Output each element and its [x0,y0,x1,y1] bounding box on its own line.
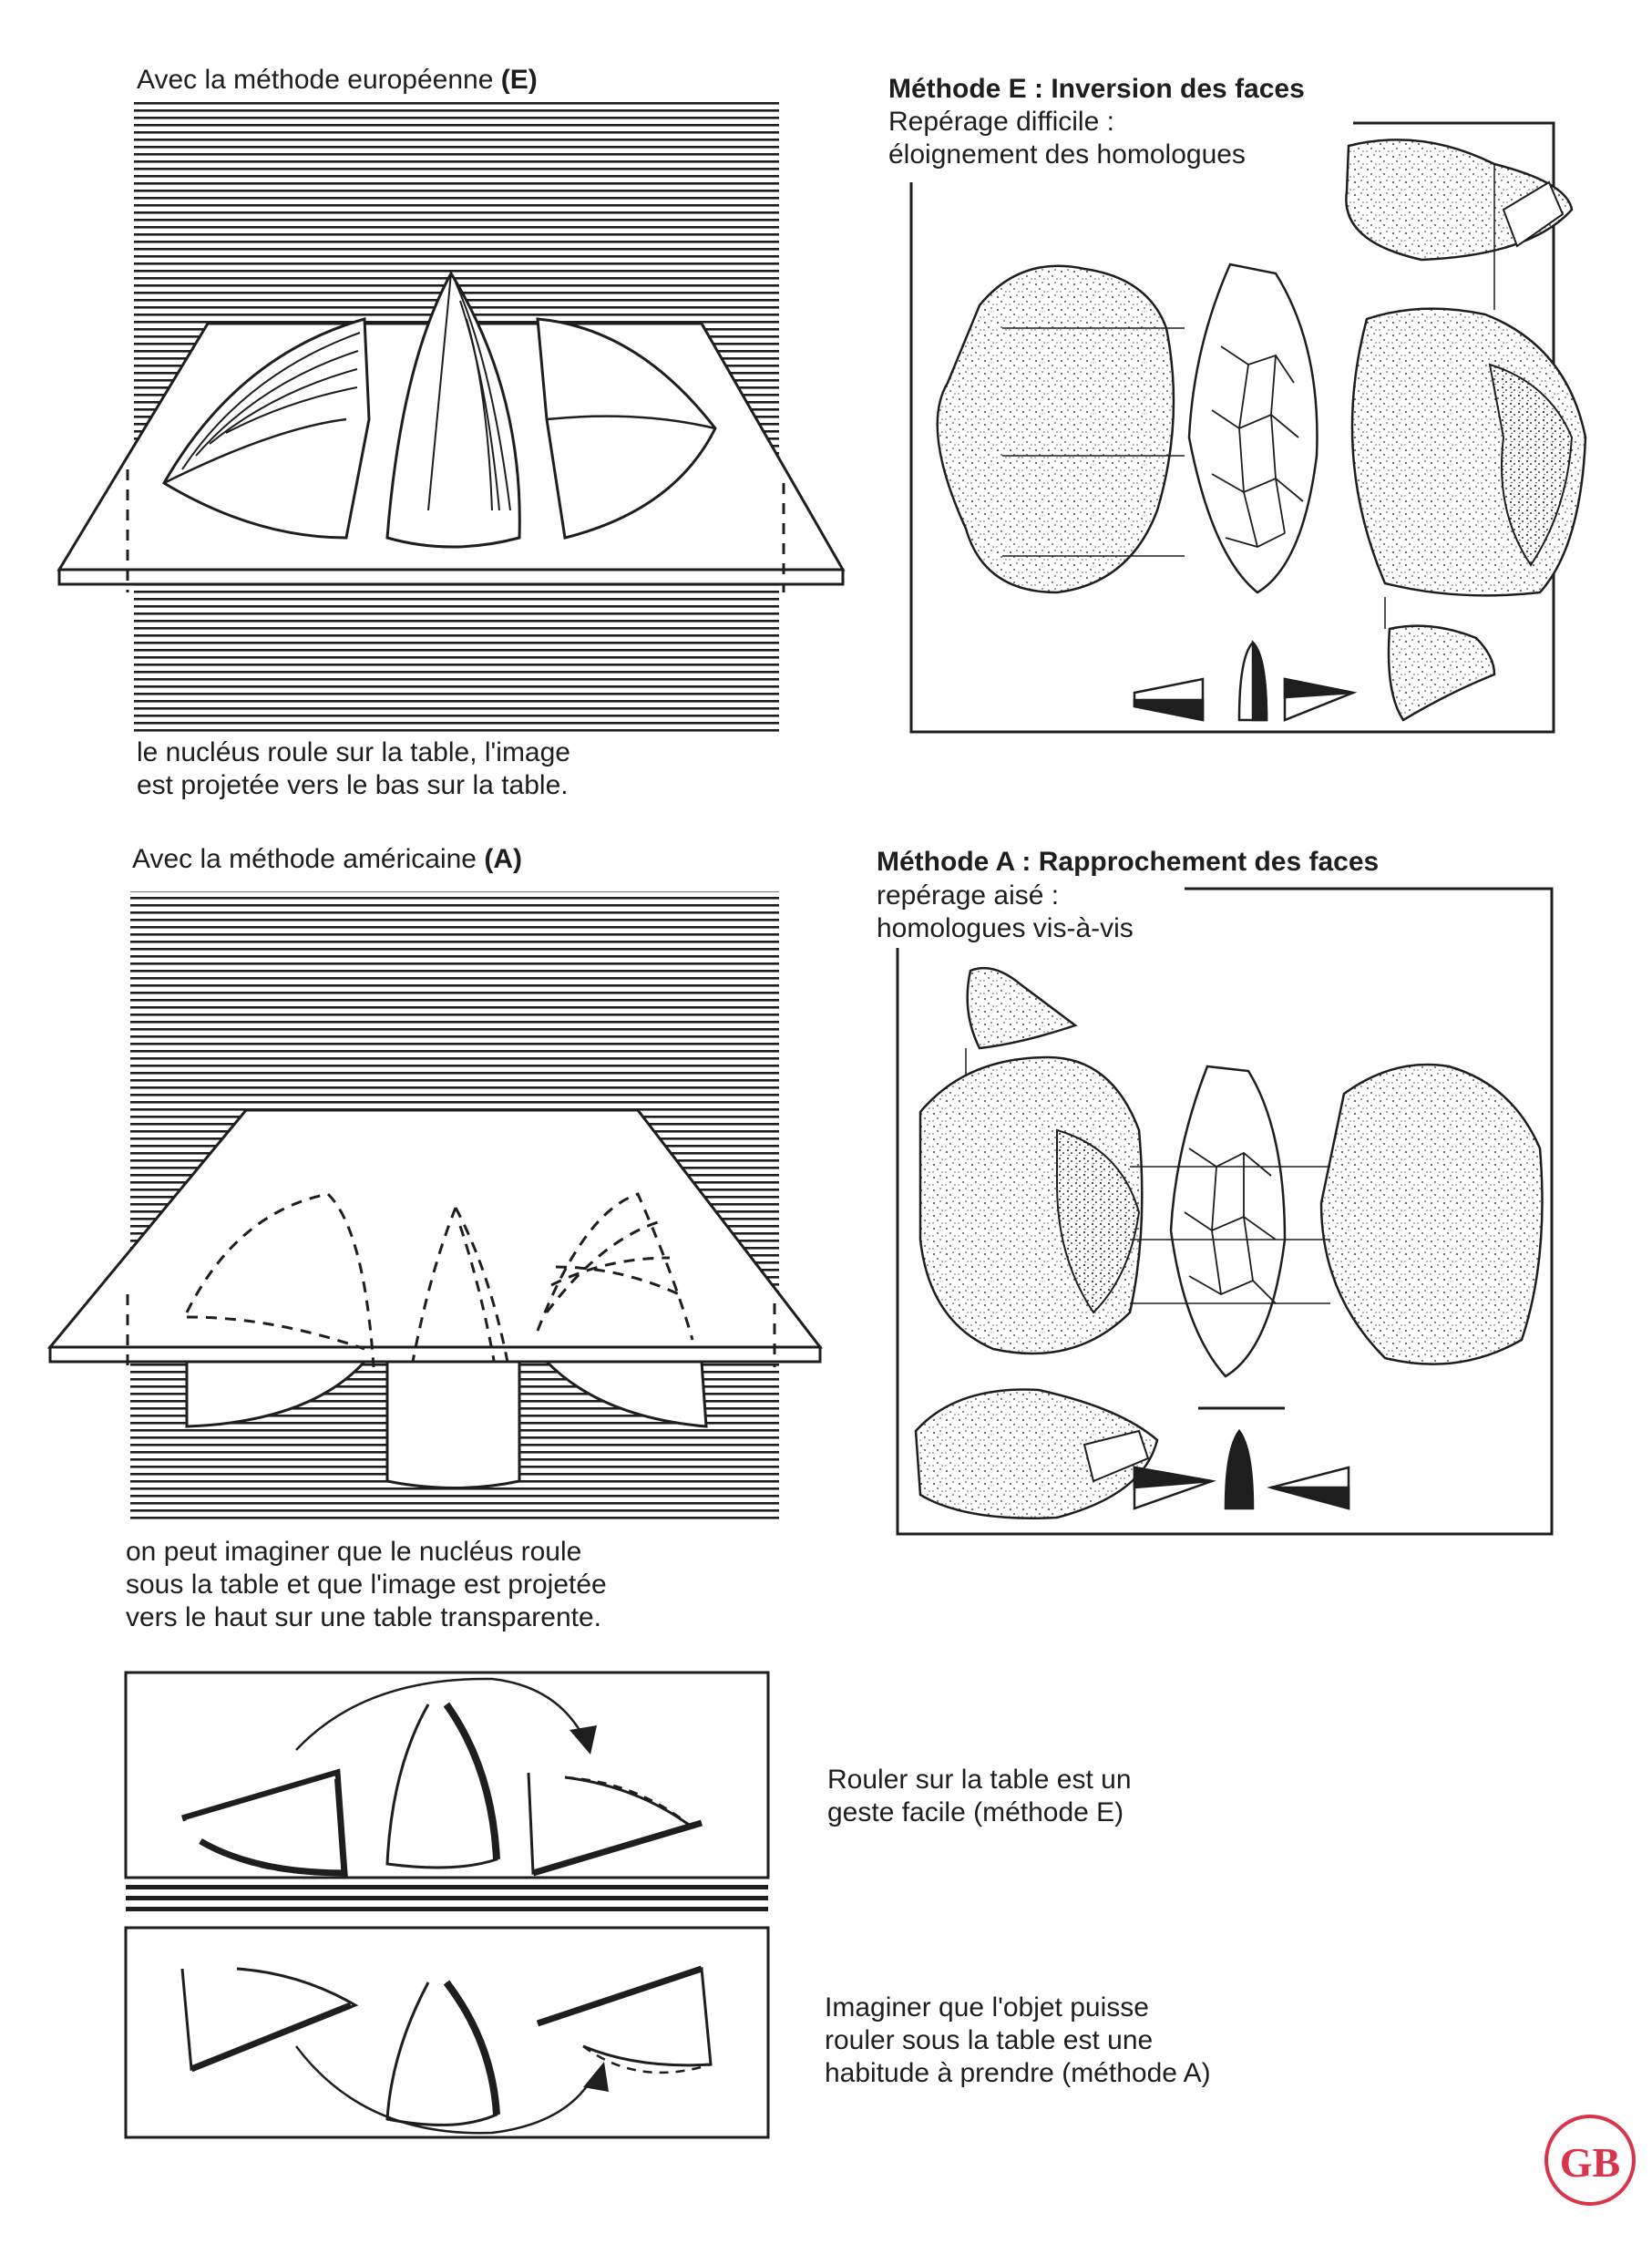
rolling-under-table-note: Imaginer que l'objet puisse rouler sous la table est une habitude à prendre (méthode A) [825,1992,1211,2088]
panel-frame [126,1673,768,1878]
method-a-description: repérage aisé : homologues vis-à-vis [877,880,1134,943]
method-a-artifact-drawing [866,857,1552,1534]
european-method-caption: Avec la méthode européenne (E) [137,65,538,95]
artifact-middle-view [1189,264,1317,592]
european-projection-diagram [59,101,843,733]
rolling-under-table-diagram [126,1928,768,2137]
orientation-symbols [1134,643,1353,720]
artifact-left-view [938,266,1174,592]
table-edge [59,570,843,584]
method-e-artifact-drawing [879,73,1585,732]
method-e-description: Repérage difficile : éloignement des homologues [888,107,1246,170]
american-method-note: on peut imaginer que le nucléus roule sous la table et que l'image est projetée vers le haut sur une table transparente. [126,1537,607,1632]
artifact-bottom-view [1389,626,1494,720]
method-e-title: Méthode E : Inversion des faces [888,74,1305,104]
method-a-title: Méthode A : Rapprochement des faces [877,847,1380,877]
panel-frame [126,1928,768,2137]
svg-text:GB: GB [1559,2139,1621,2186]
rolling-on-table-diagram [126,1673,768,1911]
artifact-middle-view [1171,1066,1285,1376]
gb-logo-icon [1546,2116,1634,2204]
american-projection-diagram [50,891,820,1520]
american-method-caption: Avec la méthode américaine (A) [132,844,522,874]
european-method-note: le nucléus roule sur la table, l'image est projetée vers le bas sur la table. [137,737,570,800]
artifact-right-view [1321,1065,1543,1364]
orientation-symbols [1134,1431,1349,1508]
rolling-on-table-note: Rouler sur la table est un geste facile (méthode E) [827,1765,1132,1827]
artifact-top-view [968,968,1075,1048]
